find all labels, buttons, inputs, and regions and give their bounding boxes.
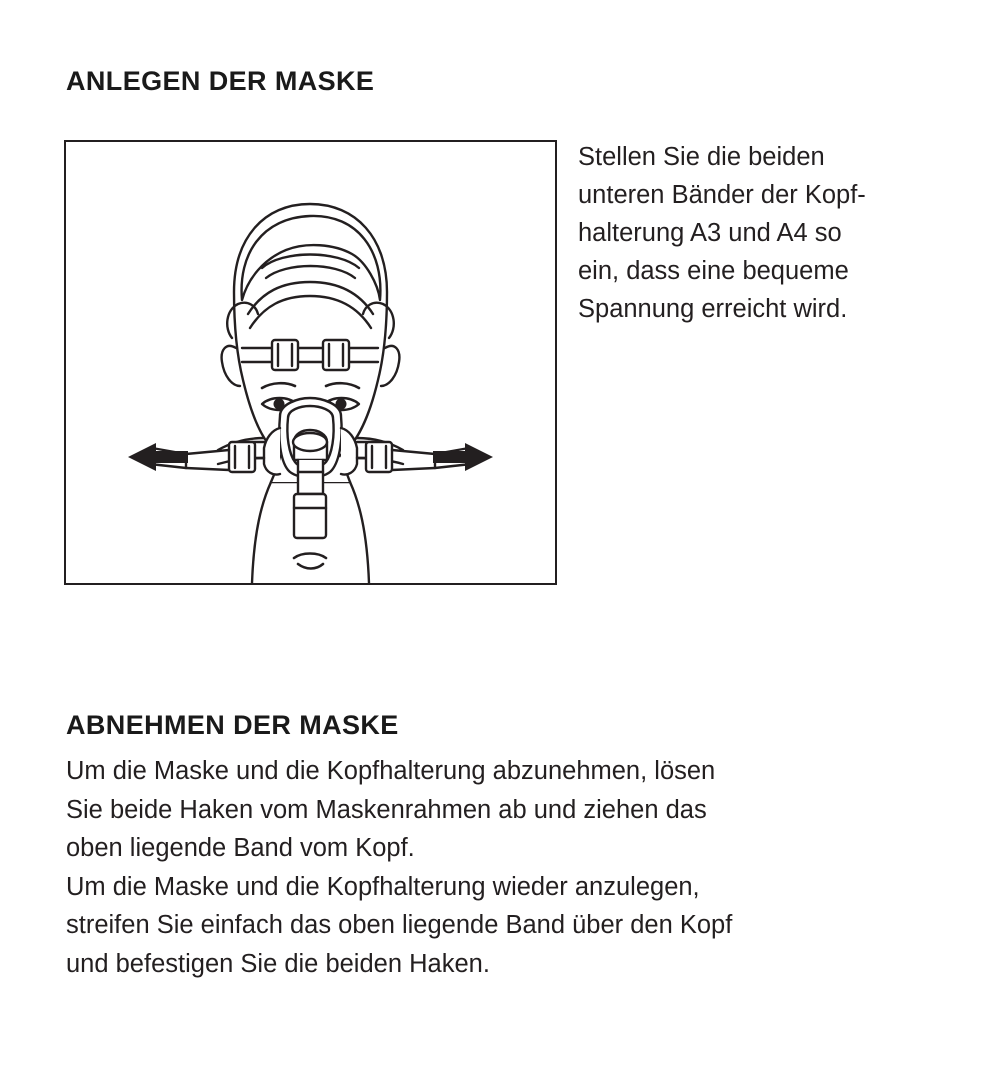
instruction-line: und befestigen Sie die beiden Haken. [66, 949, 490, 978]
instruction-line: ein, dass eine bequeme [578, 257, 849, 285]
instruction-line: halterung A3 und A4 so [578, 219, 842, 247]
instruction-line: streifen Sie einfach das oben liegende Band über den Kopf [66, 911, 733, 939]
instruction-line: oben liegende Band vom Kopf. [66, 834, 415, 862]
instruction-line: Stellen Sie die beiden [578, 143, 825, 171]
instruction-line: Spannung erreicht wird. [578, 295, 848, 323]
figure-mask-fitting [64, 140, 557, 585]
section-heading-anlegen: ANLEGEN DER MASKE [66, 66, 375, 97]
instruction-line: Sie beide Haken vom Maskenrahmen ab und ziehen das [66, 795, 707, 824]
instruction-line: unteren Bänder der Kopf- [578, 181, 866, 209]
instruction-line: Um die Maske und die Kopfhalterung abzunehmen, lösen [66, 757, 716, 785]
instruction-text-abnehmen [66, 752, 956, 983]
mask-fitting-illustration [66, 142, 555, 583]
instruction-line: Um die Maske und die Kopfhalterung wieder anzulegen, [66, 872, 700, 901]
instruction-text-anlegen [578, 138, 958, 328]
section-heading-abnehmen: ABNEHMEN DER MASKE [66, 710, 399, 741]
